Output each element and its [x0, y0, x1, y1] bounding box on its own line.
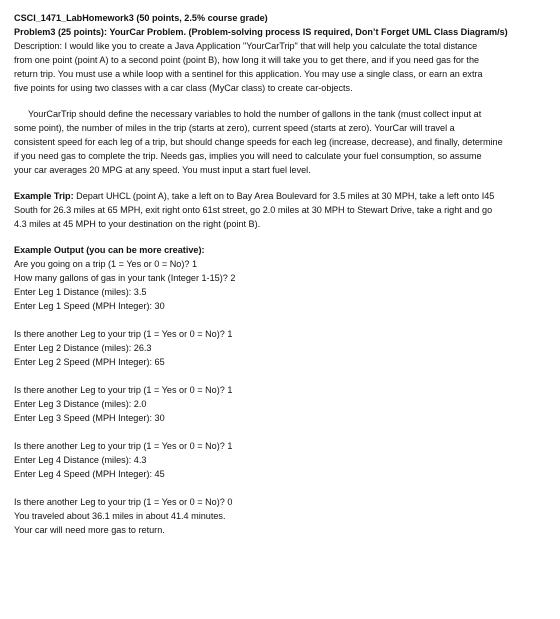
output-line: Enter Leg 4 Distance (miles): 4.3 [14, 455, 147, 465]
output-line: You traveled about 36.1 miles in about 41.4 minutes. [14, 511, 226, 521]
output-line: Is there another Leg to your trip (1 = Yes or 0 = No)? 1 [14, 329, 233, 339]
description-line: Description: I would like you to create a Java Application "YourCarTrip" that will help you calculate the total distance [14, 41, 478, 51]
problem-title: Problem3 (25 points): YourCar Problem. (Problem-solving process IS required, Don’t Forget UML Class Diagram/s) [14, 27, 508, 37]
requirements-line: YourCarTrip should define the necessary variables to hold the number of gallons in the tank (must collect input at [28, 109, 482, 119]
output-line: How many gallons of gas in your tank (Integer 1-15)? 2 [14, 273, 236, 283]
output-line: Your car will need more gas to return. [14, 525, 165, 535]
output-line: Enter Leg 1 Distance (miles): 3.5 [14, 287, 147, 297]
output-line: Enter Leg 2 Distance (miles): 26.3 [14, 343, 152, 353]
output-line: Is there another Leg to your trip (1 = Yes or 0 = No)? 1 [14, 441, 233, 451]
example-output-section [14, 243, 552, 537]
example-trip-paragraph [14, 189, 552, 231]
output-line: Enter Leg 2 Speed (MPH Integer): 65 [14, 357, 165, 367]
output-line: Is there another Leg to your trip (1 = Yes or 0 = No)? 1 [14, 385, 233, 395]
description-line: five points for using two classes with a car class (MyCar class) to create car-objects. [14, 83, 353, 93]
output-line: Enter Leg 1 Speed (MPH Integer): 30 [14, 301, 165, 311]
description-line: from one point (point A) to a second point (point B), how long it will take you to get there, and if you need gas for the [14, 55, 480, 65]
requirements-line: consistent speed for each leg of a trip, but should change speeds for each leg (increase, decrease), and finally, determine [14, 137, 503, 147]
example-trip-label: Example Trip: [14, 191, 74, 201]
requirements-line: your car averages 20 MPG at any speed. You must input a start fuel level. [14, 165, 311, 175]
example-trip-line: Depart UHCL (point A), take a left on to Bay Area Boulevard for 3.5 miles at 30 MPH, take a left onto I45 [73, 191, 495, 201]
output-line: Enter Leg 3 Distance (miles): 2.0 [14, 399, 147, 409]
course-title: CSCI_1471_LabHomework3 (50 points, 2.5% course grade) [14, 13, 268, 23]
description-paragraph [14, 39, 552, 95]
output-line: Is there another Leg to your trip (1 = Yes or 0 = No)? 0 [14, 497, 233, 507]
output-line: Enter Leg 3 Speed (MPH Integer): 30 [14, 413, 165, 423]
example-output-heading: Example Output (you can be more creative): [14, 245, 205, 255]
example-trip-line: South for 26.3 miles at 65 MPH, exit right onto 61st street, go 2.0 miles at 30 MPH to Stewart Drive, take a right and go [14, 205, 493, 215]
requirements-line: if you need gas to complete the trip. Needs gas, implies you will need to calculate your fuel consumption, so assume [14, 151, 482, 161]
output-line: Enter Leg 4 Speed (MPH Integer): 45 [14, 469, 165, 479]
output-line: Are you going on a trip (1 = Yes or 0 = No)? 1 [14, 259, 198, 269]
description-line: return trip. You must use a while loop with a sentinel for this application. You may use a single class, or earn an extra [14, 69, 483, 79]
requirements-line: some point), the number of miles in the trip (starts at zero), current speed (starts at zero). YourCar will travel a [14, 123, 455, 133]
example-trip-line: 4.3 miles at 45 MPH to your destination on the right (point B). [14, 219, 261, 229]
requirements-paragraph [14, 107, 552, 177]
